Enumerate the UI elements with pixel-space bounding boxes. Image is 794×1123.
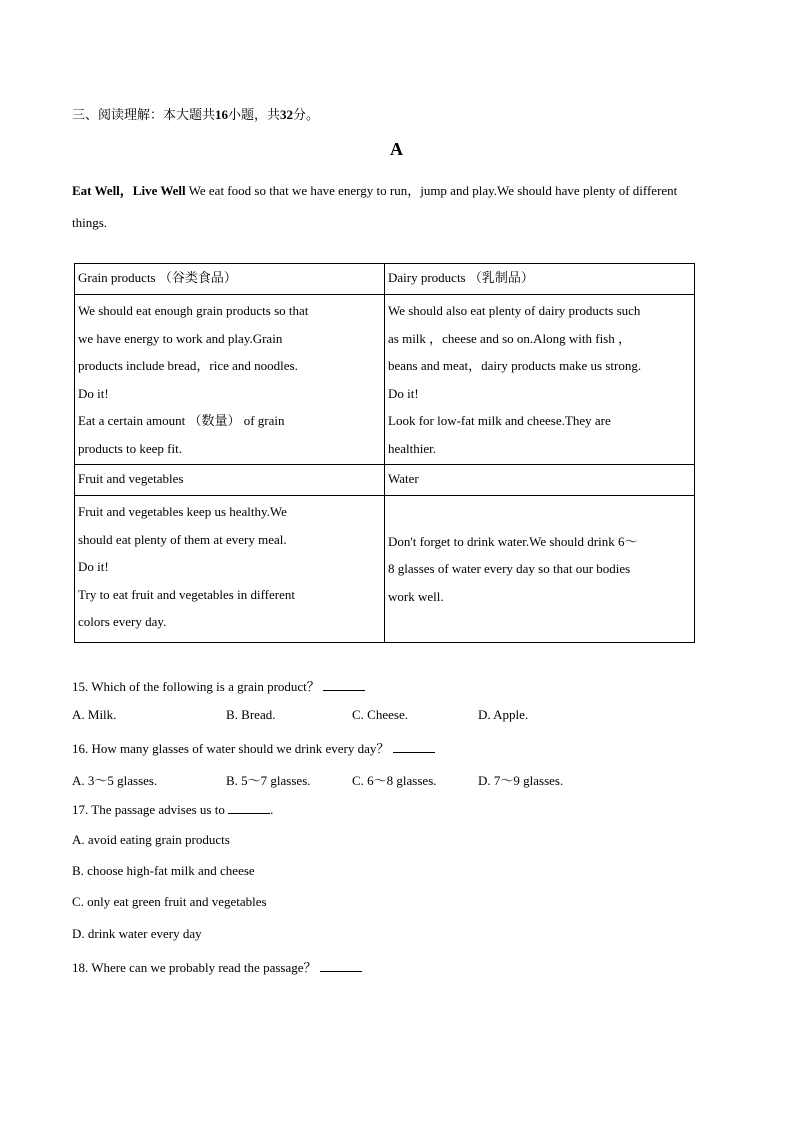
fruit-line: Do it! <box>78 559 109 574</box>
question-stem: 17. The passage advises us to <box>72 802 225 817</box>
fruit-line: should eat plenty of them at every meal. <box>78 531 287 547</box>
total-points: 32 <box>280 107 294 122</box>
water-line: 8 glasses of water every day so that our bodies <box>388 561 631 576</box>
option-d: D. 7～9 glasses. <box>478 773 564 788</box>
option-c: C. only eat green fruit and vegetables <box>72 894 267 909</box>
dairy-line: as milk ，cheese and so on.Along with fish ， <box>388 330 631 346</box>
dairy-line: Look for low-fat milk and cheese.They are <box>388 413 611 428</box>
option-d: D. drink water every day <box>72 926 202 941</box>
food-groups-table <box>74 263 695 643</box>
table-row <box>75 465 695 496</box>
grain-line: We should eat enough grain products so that <box>78 303 309 318</box>
section-heading <box>72 104 319 123</box>
question-stem: 18. Where can we probably read the passage？ <box>72 960 317 975</box>
grain-line: Eat a certain amount （数量） of grain <box>78 413 285 428</box>
fruit-line: Try to eat fruit and vegetables in different <box>78 586 295 602</box>
dairy-body <box>385 295 695 465</box>
grain-line: products to keep fit. <box>78 440 182 456</box>
grain-body <box>75 295 385 465</box>
answer-blank <box>320 959 362 972</box>
question-18 <box>72 957 362 976</box>
question-17 <box>72 801 273 818</box>
fruit-header: Fruit and vegetables <box>75 465 385 496</box>
option-d: D. Apple. <box>478 707 529 722</box>
question-stem-end: . <box>270 802 274 817</box>
option-c: C. Cheese. <box>352 707 408 722</box>
question-stem: 16. How many glasses of water should we drink every day？ <box>72 741 390 756</box>
question-15 <box>72 676 365 695</box>
fruit-body <box>75 496 385 643</box>
grain-header: Grain products （谷类食品） <box>75 264 385 295</box>
passage-title: Eat Well，Live Well <box>72 183 186 198</box>
option-b: B. choose high-fat milk and cheese <box>72 863 255 878</box>
dairy-line: beans and meat，dairy products make us strong. <box>388 358 642 373</box>
dairy-header: Dairy products （乳制品） <box>385 264 695 295</box>
dairy-line: Do it! <box>388 385 419 401</box>
grain-line: products include bread，rice and noodles. <box>78 358 298 373</box>
option-a: A. 3～5 glasses. <box>72 773 158 788</box>
grain-line: Do it! <box>78 385 109 401</box>
option-c: C. 6～8 glasses. <box>352 773 437 788</box>
water-line: Don't forget to drink water.We should drink 6～ <box>388 533 638 549</box>
answer-blank <box>393 740 435 753</box>
passage-label: A <box>390 139 403 159</box>
water-header: Water <box>385 465 695 496</box>
option-b: B. Bread. <box>226 707 276 722</box>
option-a: A. Milk. <box>72 707 117 722</box>
question-16 <box>72 738 435 757</box>
section-heading-suffix: 分。 <box>293 107 320 122</box>
water-line: work well. <box>388 588 444 604</box>
answer-blank <box>323 678 365 691</box>
dairy-line: healthier. <box>388 440 437 456</box>
option-b: B. 5～7 glasses. <box>226 773 311 788</box>
question-count: 16 <box>215 107 229 122</box>
answer-blank <box>228 801 270 814</box>
fruit-line: Fruit and vegetables keep us healthy.We <box>78 504 287 519</box>
passage-intro <box>72 175 702 239</box>
water-body <box>385 496 695 643</box>
question-stem: 15. Which of the following is a grain product？ <box>72 679 320 694</box>
section-heading-prefix: 三、阅读理解：本大题共 <box>72 107 216 122</box>
fruit-line: colors every day. <box>78 614 167 629</box>
passage-intro-text: We eat food so that we have energy to run，jump and play.We should have plenty of different things. <box>72 183 678 230</box>
table-row <box>75 295 695 465</box>
table-row <box>75 264 695 295</box>
section-heading-middle: 小题，共 <box>228 107 281 122</box>
table-row <box>75 496 695 643</box>
option-a: A. avoid eating grain products <box>72 832 230 847</box>
grain-line: we have energy to work and play.Grain <box>78 330 283 346</box>
dairy-line: We should also eat plenty of dairy products such <box>388 303 641 318</box>
